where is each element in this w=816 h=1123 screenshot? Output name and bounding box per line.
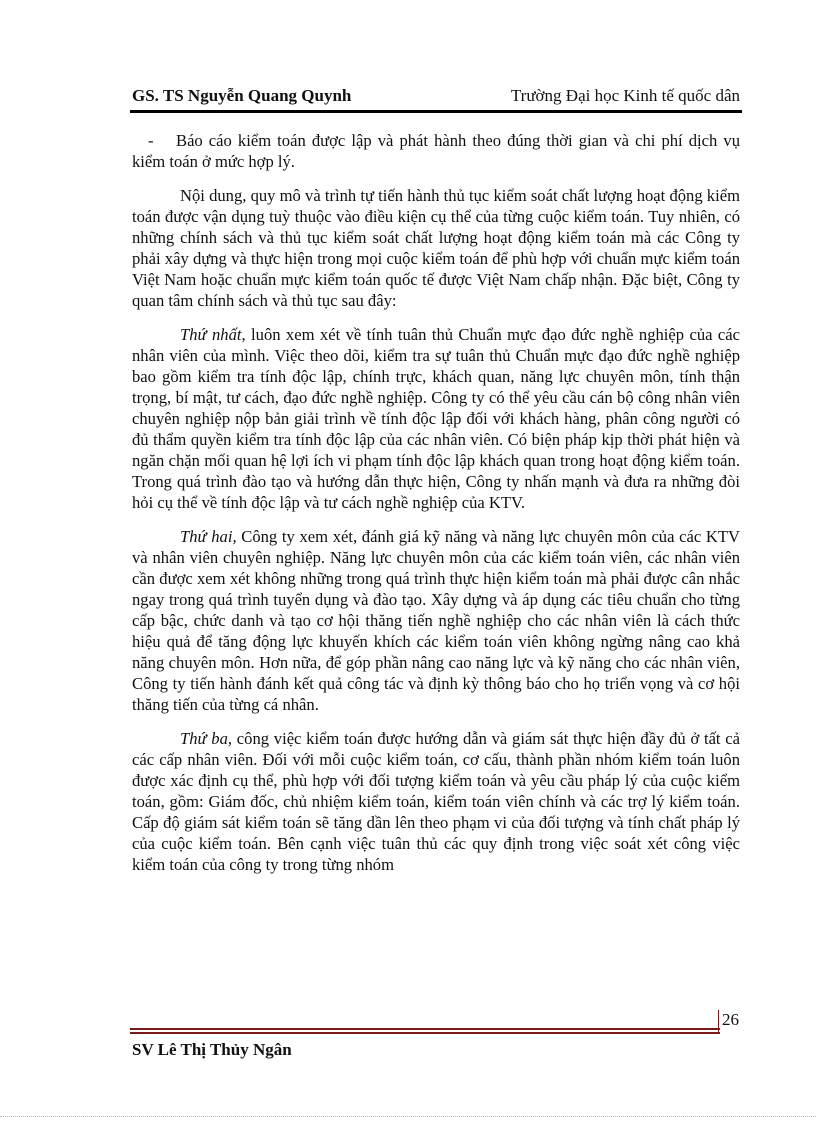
bullet-dash: -	[148, 131, 154, 150]
footer-rule-divider	[718, 1010, 719, 1034]
header-rule	[130, 110, 742, 113]
page-header	[132, 86, 740, 110]
paragraph-third-text: công việc kiểm toán được hướng dẫn và giám sát thực hiện đầy đủ ở tất cả các cấp nhân viên. Đối với mỗi cuộc kiểm toán, cơ cấu, thành phần nhóm kiểm toán luôn được xác định cụ thể, phù hợp với đối tượng kiểm toán và yêu cầu pháp lý của cuộc kiểm toán, gồm: Giám đốc, chủ nhiệm kiểm toán, kiểm toán viên chính và các trợ lý kiểm toán. Cấp độ giám sát kiểm toán sẽ tăng dần lên theo phạm vi của đối tượng và tính chất pháp lý của cuộc kiểm toán. Bên cạnh việc tuân thủ các quy định trong việc soát xét công việc kiểm toán của công ty trong từng nhóm	[132, 729, 741, 874]
bullet-paragraph	[132, 130, 740, 172]
paragraph-second-text: Công ty xem xét, đánh giá kỹ năng và năng lực chuyên môn của các KTV và nhân viên chuyên nghiệp. Năng lực chuyên môn của các kiểm toán viên, các nhân viên cần được xem xét không những trong quá trình thực hiện kiểm toán mà phải được cân nhắc ngay trong quá trình tuyển dụng và đào tạo. Xây dựng và áp dụng các tiêu chuẩn cho từng cấp bậc, chức danh và tạo cơ hội thăng tiến nghề nghiệp cho các nhân viên là cách thức hiệu quả để tăng động lực khuyến khích các kiểm toán viên không ngừng nâng cao khả năng chuyên môn. Hơn nữa, để góp phần nâng cao năng lực và kỹ năng cho các nhân viên, Công ty tiến hành đánh kết quả công tác và định kỳ thông báo cho họ triển vọng và cơ hội thăng tiến của từng cá nhân.	[132, 527, 740, 714]
header-author: GS. TS Nguyễn Quang Quynh	[132, 86, 352, 105]
paragraph-third-lead: Thứ ba,	[180, 729, 233, 748]
footer-student: SV Lê Thị Thủy Ngân	[132, 1040, 292, 1059]
paragraph-first	[132, 324, 740, 513]
document-body	[132, 130, 740, 888]
paragraph-third	[132, 728, 740, 875]
paragraph-intro: Nội dung, quy mô và trình tự tiến hành thủ tục kiểm soát chất lượng hoạt động kiểm toán được vận dụng tuỳ thuộc vào điều kiện cụ thể của từng cuộc kiểm toán. Tuy nhiên, có những chính sách và thủ tục kiểm soát chất lượng hoạt động kiểm toán mà các Công ty phải xây dựng và thực hiện trong mọi cuộc kiểm toán để phù hợp với chuẩn mực kiểm toán Việt Nam hoặc chuẩn mực kiểm toán quốc tế được Việt Nam chấp nhận. Đặc biệt, Công ty quan tâm chính sách và thủ tục sau đây:	[132, 186, 740, 310]
paragraph-first-lead: Thứ nhất	[180, 325, 242, 344]
paragraph-second	[132, 526, 740, 715]
footer-rule	[130, 1028, 720, 1034]
header-institution: Trường Đại học Kinh tế quốc dân	[510, 86, 740, 105]
page-bottom-border	[0, 1116, 816, 1117]
paragraph-first-text: , luôn xem xét về tính tuân thủ Chuẩn mực đạo đức nghề nghiệp của các nhân viên của mình. Việc theo dõi, kiểm tra sự tuân thủ Chuẩn mực đạo đức nghề nghiệp bao gồm kiểm tra tính độc lập, chính trực, khách quan, năng lực chuyên môn, tính thận trọng, bí mật, tư cách, đạo đức nghề nghiệp. Công ty có thể yêu cầu cán bộ công nhân viên chuyên nghiệp nộp bản giải trình về tính độc lập đối với khách hàng, phân công người có đủ thẩm quyền kiểm tra tính độc lập của các nhân viên. Có biện pháp kịp thời phát hiện và ngăn chặn mối quan hệ lợi ích vi phạm tính độc lập khách quan trong hoạt động kiểm toán. Trong quá trình đào tạo và hướng dẫn thực hiện, Công ty nhấn mạnh và đưa ra những đòi hỏi cụ thể về tính độc lập và tư cách nghề nghiệp của KTV.	[132, 325, 740, 512]
bullet-text: Báo cáo kiểm toán được lập và phát hành theo đúng thời gian và chi phí dịch vụ kiểm toán ở mức hợp lý.	[132, 131, 740, 171]
page-number: 26	[722, 1010, 739, 1029]
paragraph-second-lead: Thứ hai,	[180, 527, 237, 546]
